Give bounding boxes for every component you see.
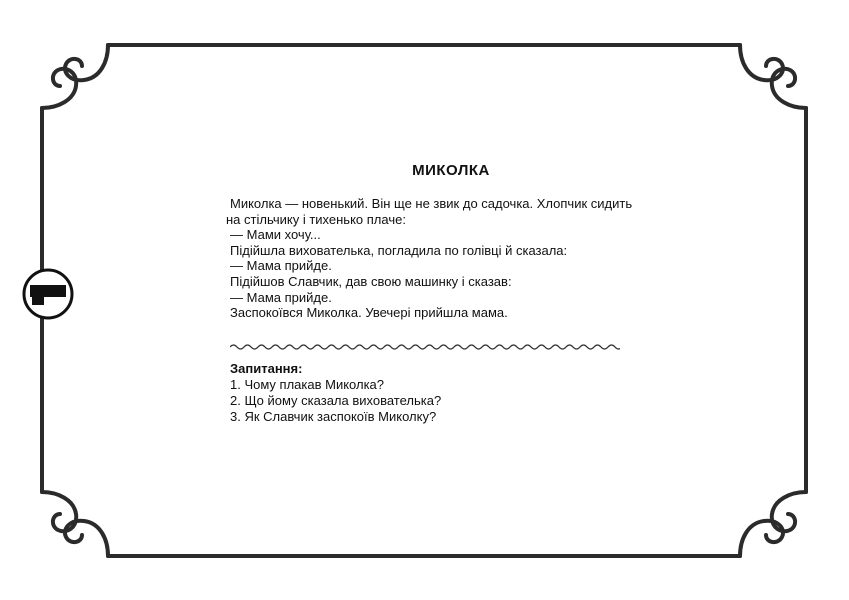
story-text	[228, 196, 648, 321]
story-line: Підійшла вихователька, погладила по голівці й сказала:	[230, 242, 568, 258]
story-line: — Мама прийде.	[230, 258, 332, 274]
corner-swirl-icon	[42, 69, 76, 108]
corner-swirl-icon	[65, 45, 108, 80]
question-item: 3. Як Славчик заспокоїв Миколку?	[230, 409, 437, 424]
story-line: Миколка — новенький. Він ще не звик до садочка. Хлопчик сидить	[230, 196, 633, 211]
question-item: 2. Що йому сказала вихователька?	[230, 393, 442, 408]
page-tab-icon	[24, 270, 72, 318]
wavy-divider	[230, 340, 620, 354]
questions-block	[230, 361, 441, 425]
story-block	[228, 162, 648, 321]
story-line: на стільчику і тихенько плаче:	[226, 211, 406, 227]
story-line: — Мами хочу...	[230, 227, 321, 243]
story-line: Заспокоївся Миколка. Увечері прийшла мама.	[230, 305, 508, 321]
corner-swirl-icon	[772, 69, 806, 108]
questions-heading: Запитання:	[230, 361, 303, 376]
story-title: МИКОЛКА	[412, 162, 490, 179]
story-line: Підійшов Славчик, дав свою машинку і сказав:	[230, 273, 512, 289]
question-item: 1. Чому плакав Миколка?	[230, 377, 385, 392]
story-line: — Мама прийде.	[230, 289, 332, 305]
corner-swirl-icon	[740, 45, 783, 80]
